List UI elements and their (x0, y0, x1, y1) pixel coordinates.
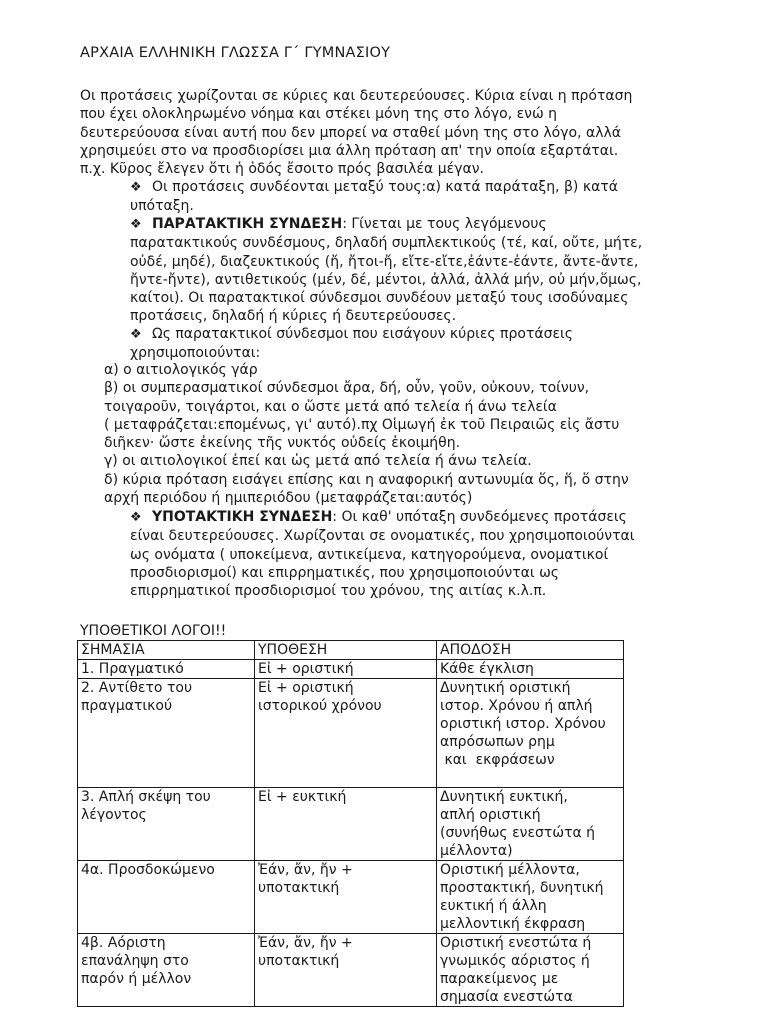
bullet-line: οὐδέ, μηδέ), διαζευκτικούς (ἤ, ἤτοι-ἤ, εἴτε-εἴτε,ἐάντε-ἐάντε, ἄντε-ἄντε, (130, 253, 639, 270)
bullet-heading: ΠΑΡΑΤΑΚΤΙΚΗ ΣΥΝΔΕΣΗ (152, 216, 343, 232)
bullet-first-line (130, 508, 750, 527)
bullet-line: επιρρηματικοί προσδιορισμοί του χρόνου, της αιτίας κ.λ.π. (130, 583, 547, 600)
bullet-line: προσδιορισμοί) και επιρρηματικές, που χρησιμοποιούνται ως (130, 564, 560, 581)
cell-line: Εἰ + οριστική (258, 680, 354, 696)
conditional-clauses-table (77, 640, 624, 1007)
conditional-table-title: ΥΠΟΘΕΤΙΚΟΙ ΛΟΓΟΙ!! (80, 623, 227, 639)
cell-line: Κάθε έγκλιση (440, 661, 534, 677)
table-cell (255, 660, 437, 679)
table-row (78, 861, 624, 934)
table-cell (437, 788, 624, 861)
table-row (78, 679, 624, 788)
bullet-line: προτάσεις, δηλαδή ή κύριες ή δευτερεύουσες. (130, 308, 457, 325)
bullet-hypotactic-connection (130, 508, 750, 600)
table-cell (78, 660, 255, 679)
list-line: αρχή περιόδου ή ημιπεριόδου (μεταφράζεται:αυτός) (104, 490, 473, 507)
intro-line: χρησιμεύει στο να προσδιορίσει μια άλλη πρόταση απ' την οποία εξαρτάται. (80, 142, 619, 159)
table-cell (78, 788, 255, 861)
bullet-first-line (130, 325, 750, 344)
list-line: β) οι συμπερασματικοί σύνδεσμοι ἄρα, δή, οὖν, γοῦν, οὐκουν, τοίνυν, (104, 380, 590, 397)
bullet-line: παρατακτικούς συνδέσμους, δηλαδή συμπλεκτικούς (τέ, καί, οὔτε, μήτε, (130, 235, 643, 252)
table-row (78, 934, 624, 1007)
table-header-cell: ΣΗΜΑΣΙΑ (78, 641, 255, 660)
bullet-heading: ΥΠΟΤΑΚΤΙΚΗ ΣΥΝΔΕΣΗ (152, 509, 333, 525)
table-cell (255, 679, 437, 788)
table-cell (437, 861, 624, 934)
intro-line: π.χ. Κῦρος ἔλεγεν ὅτι ἡ ὁδός ἔσοιτο πρός βασιλέα μέγαν. (80, 161, 484, 178)
cell-line: μέλλοντα) (440, 843, 513, 859)
table-row (78, 660, 624, 679)
cell-line: προστακτική, δυνητική (440, 880, 604, 896)
table-cell (78, 934, 255, 1007)
bullet-first-line (130, 178, 750, 197)
bullet-line: χρησιμοποιούνται: (130, 345, 261, 362)
cell-line: και εκφράσεων (440, 752, 555, 768)
cell-line: Εἰ + οριστική (258, 661, 354, 677)
cell-line: επανάληψη στο (81, 953, 189, 969)
bullet-diamond-icon: ❖ (130, 217, 142, 232)
cell-line: 3. Απλή σκέψη του (81, 789, 211, 805)
table-header-cell: ΥΠΟΘΕΣΗ (255, 641, 437, 660)
cell-line: παρόν ή μέλλον (81, 971, 192, 987)
intro-line: δευτερεύουσα είναι αυτή που δεν μπορεί να σταθεί μόνη της στο λόγο, αλλά (80, 124, 621, 141)
table-cell (255, 934, 437, 1007)
table-cell (78, 679, 255, 788)
intro-paragraph (80, 87, 700, 178)
cell-line: μελλοντική έκφραση (440, 916, 586, 932)
cell-line: πραγματικού (81, 698, 173, 714)
cell-line (440, 769, 621, 787)
cell-line: γνωμικός αόριστος ή (440, 953, 590, 969)
bullet-line: υπόταξη. (130, 198, 194, 215)
table-cell (78, 861, 255, 934)
bullet-line: ως ονόματα ( υποκείμενα, αντικείμενα, κατηγορούμενα, ονοματικοί (130, 546, 609, 563)
bullet-paratactic-connection (130, 215, 750, 326)
list-line: ( μεταφράζεται:επομένως, γι' αυτό).πχ Οἱμωγή ἐκ τοῦ Πειραιῶς εἰς ἄστυ (104, 416, 620, 433)
cell-line: Ἐάν, ἄν, ἤν + (258, 935, 353, 951)
bullet-text: Ως παρατακτικοί σύνδεσμοι που εισάγουν κύριες προτάσεις (152, 326, 573, 342)
table-row (78, 788, 624, 861)
cell-line: ιστορικού χρόνου (258, 698, 382, 714)
table-header-row (78, 641, 624, 660)
bullet-text: : Οι καθ' υπόταξη συνδεόμενες προτάσεις (332, 509, 627, 525)
table-cell (437, 660, 624, 679)
cell-line: οριστική ιστορ. Χρόνου (440, 716, 606, 732)
table-header-cell: ΑΠΟΔΟΣΗ (437, 641, 624, 660)
bullet-diamond-icon: ❖ (130, 180, 142, 195)
list-line: γ) οι αιτιολογικοί ἐπεί και ὡς μετά από τελεία ή άνω τελεία. (104, 453, 532, 470)
cell-line: Δυνητική ευκτική, (440, 789, 568, 805)
list-line: τοιγαροῦν, τοιγάρτοι, και ο ὥστε μετά από τελεία ή άνω τελεία (104, 398, 557, 415)
cell-line: (συνήθως ενεστώτα ή (440, 825, 596, 841)
document-title: ΑΡΧΑΙΑ ΕΛΛΗΝΙΚΗ ΓΛΩΣΣΑ Γ΄ ΓΥΜΝΑΣΙΟΥ (80, 45, 391, 61)
cell-line: υποτακτική (258, 880, 340, 896)
table-cell (437, 679, 624, 788)
cell-line: Δυνητική οριστική (440, 680, 571, 696)
intro-line: που έχει ολοκληρωμένο νόημα και στέκει μόνη της στο λόγο, ενώ η (80, 106, 558, 123)
cell-line: 2. Αντίθετο του (81, 680, 193, 696)
cell-line: Εἰ + ευκτική (258, 789, 347, 805)
list-line: α) ο αιτιολογικός γάρ (104, 362, 258, 378)
list-line: δ) κύρια πρόταση εισάγει επίσης και η αναφορική αντωνυμία ὅς, ἥ, ὅ στην (104, 471, 629, 488)
cell-line: 1. Πραγματικό (81, 661, 184, 677)
cell-line: λέγοντος (81, 807, 147, 823)
table-cell (437, 934, 624, 1007)
bullet-text: Οι προτάσεις συνδέονται μεταξύ τους:α) κατά παράταξη, β) κατά (152, 179, 618, 195)
cell-line: 4β. Αόριστη (81, 935, 166, 951)
bullet-line: καίτοι). Οι παρατακτικοί σύνδεσμοι συνδέουν μεταξύ τους ισοδύναμες (130, 290, 629, 307)
cell-line: σημασία ενεστώτα (440, 989, 573, 1005)
bullet-first-line (130, 215, 750, 234)
cell-line: υποτακτική (258, 953, 340, 969)
cell-line: Οριστική μέλλοντα, (440, 862, 580, 878)
bullet-parataxis-hypotaxis (130, 178, 750, 216)
cell-line: παρακείμενος με (440, 971, 559, 987)
cell-line: απλή οριστική (440, 807, 541, 823)
bullet-text: : Γίνεται με τους λεγόμενους (342, 216, 547, 232)
cell-line: Οριστική ενεστώτα ή (440, 935, 592, 951)
table-cell (255, 788, 437, 861)
cell-line: 4α. Προσδοκώμενο (81, 862, 215, 878)
bullet-line: ἤντε-ἤντε), αντιθετικούς (μέν, δέ, μέντοι, ἀλλά, ἀλλά μήν, οὐ μήν,ὅμως, (130, 271, 642, 288)
cell-line: Ἐάν, ἄν, ἤν + (258, 862, 353, 878)
table-cell (255, 861, 437, 934)
bullet-diamond-icon: ❖ (130, 327, 142, 342)
bullet-diamond-icon: ❖ (130, 510, 142, 525)
intro-line: Οι προτάσεις χωρίζονται σε κύριες και δευτερεύουσες. Κύρια είναι η πρόταση (80, 88, 633, 104)
cell-line: ιστορ. Χρόνου ή απλή (440, 698, 593, 714)
cell-line: ευκτική ή άλλη (440, 898, 547, 914)
bullet-line: είναι δευτερεύουσες. Χωρίζονται σε ονοματικές, που χρησιμοποιούνται (130, 528, 635, 545)
cell-line: απρόσωπων ρημ (440, 734, 555, 750)
bullet-paratactic-conjunctions (130, 325, 750, 363)
conjunction-list (104, 361, 724, 507)
list-line: διῆκεν· ὥστε ἐκείνης τῆς νυκτός οὐδείς ἐκοιμήθη. (104, 435, 461, 452)
